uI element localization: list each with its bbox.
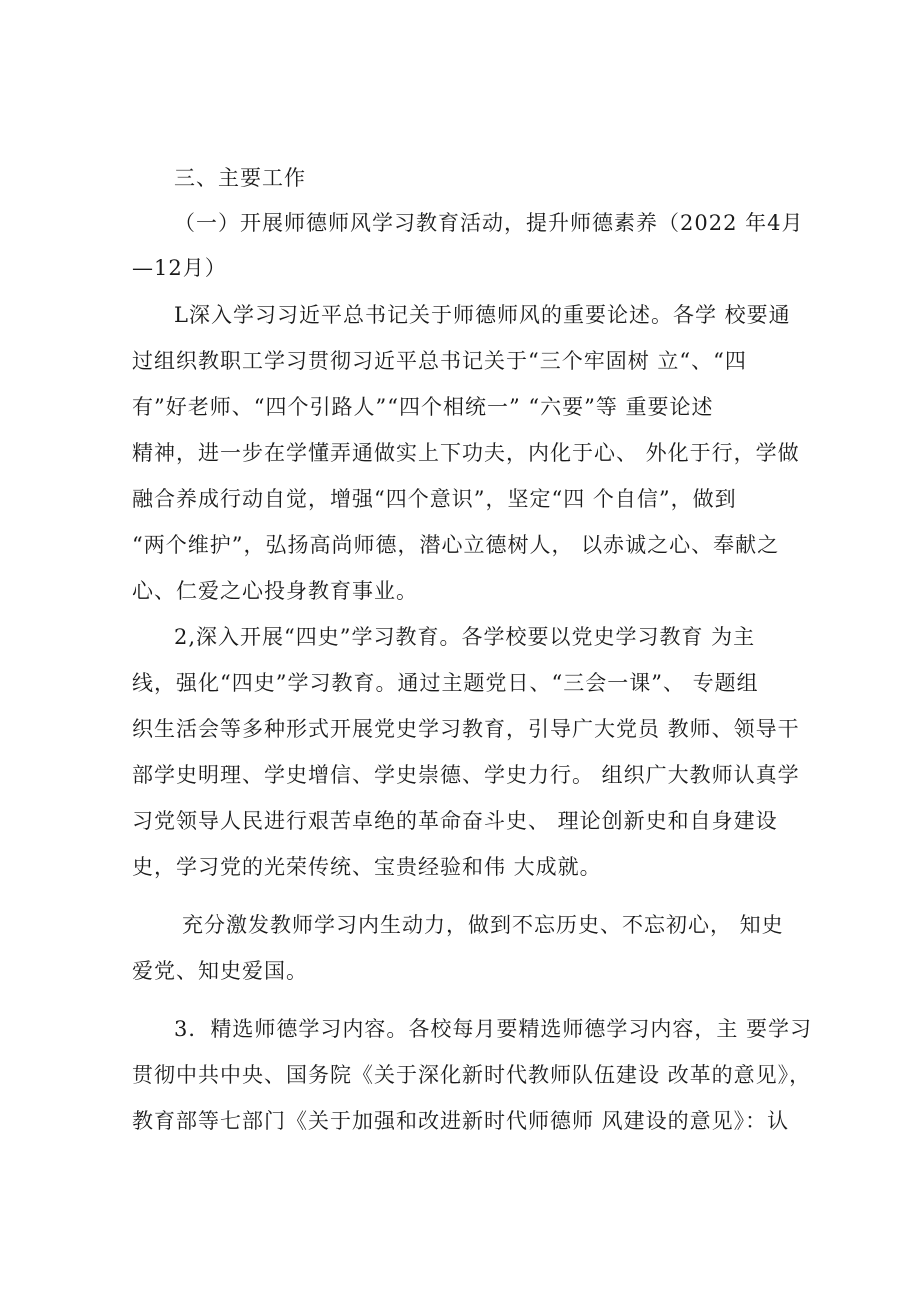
item1-line-4: 精神，进一步在学懂弄通做实上下功夫，内化于心、 外化于行，学做 [132, 441, 800, 465]
item2-line-5: 习党领导人民进行艰苦卓绝的革命奋斗史、 理论创新史和自身建设 [132, 809, 778, 833]
section-heading: 三、主要工作 [174, 166, 306, 190]
item3-line-2: 贯彻中共中央、国务院《关于深化新时代教师队伍建设 改革的意见》， [132, 1063, 812, 1087]
item1-line-5: 融合养成行动自觉，增强“四个意识”，坚定“四 个自信”，做到 [132, 487, 737, 511]
item1-line-7: 心、仁爱之心投身教育事业。 [132, 579, 418, 603]
item1-line-6: “两个维护”，弘扬高尚师德，潜心立德树人， 以赤诚之心、奉献之 [132, 533, 780, 557]
item3-line-1: 3．精选师德学习内容。各校每月要精选师德学习内容，主 要学习 [174, 1017, 813, 1041]
item2-line-4: 部学史明理、学史增信、学史崇德、学史力行。 组织广大教师认真学 [132, 763, 800, 787]
item1-line-1: L深入学习习近平总书记关于师德师风的重要论述。各学 校要通 [174, 303, 791, 327]
item2-line-1: 2,深入开展“四史”学习教育。各学校要以党史学习教育 为主 [174, 625, 756, 649]
item2-line-3: 织生活会等多种形式开展党史学习教育，引导广大党员 教师、领导干 [132, 717, 800, 741]
item1-line-3: 有”好老师、“四个引路人”“四个相统一” “六要”等 重要论述 [132, 395, 714, 419]
item1-line-2: 过组织教职工学习贯彻习近平总书记关于“三个牢固树 立“、“四 [132, 349, 747, 373]
subsection-heading-line-2: —12月） [132, 256, 227, 280]
item2-cont-line-2: 爱党、知史爱国。 [132, 959, 308, 983]
item2-line-2: 线，强化“四史”学习教育。通过主题党日、“三会一课”、 专题组 [132, 671, 759, 695]
item2-line-6: 史，学习党的光荣传统、宝贵经验和伟 大成就。 [132, 855, 602, 879]
subsection-heading-line-1: （一）开展师德师风学习教育活动，提升师德素养（2022 年4月 [174, 211, 804, 235]
item3-line-3: 教育部等七部门《关于加强和改进新时代师德师 风建设的意见》：认 [132, 1109, 790, 1133]
item2-cont-line-1: 充分激发教师学习内生动力，做到不忘历史、不忘初心， 知史 [182, 913, 784, 937]
